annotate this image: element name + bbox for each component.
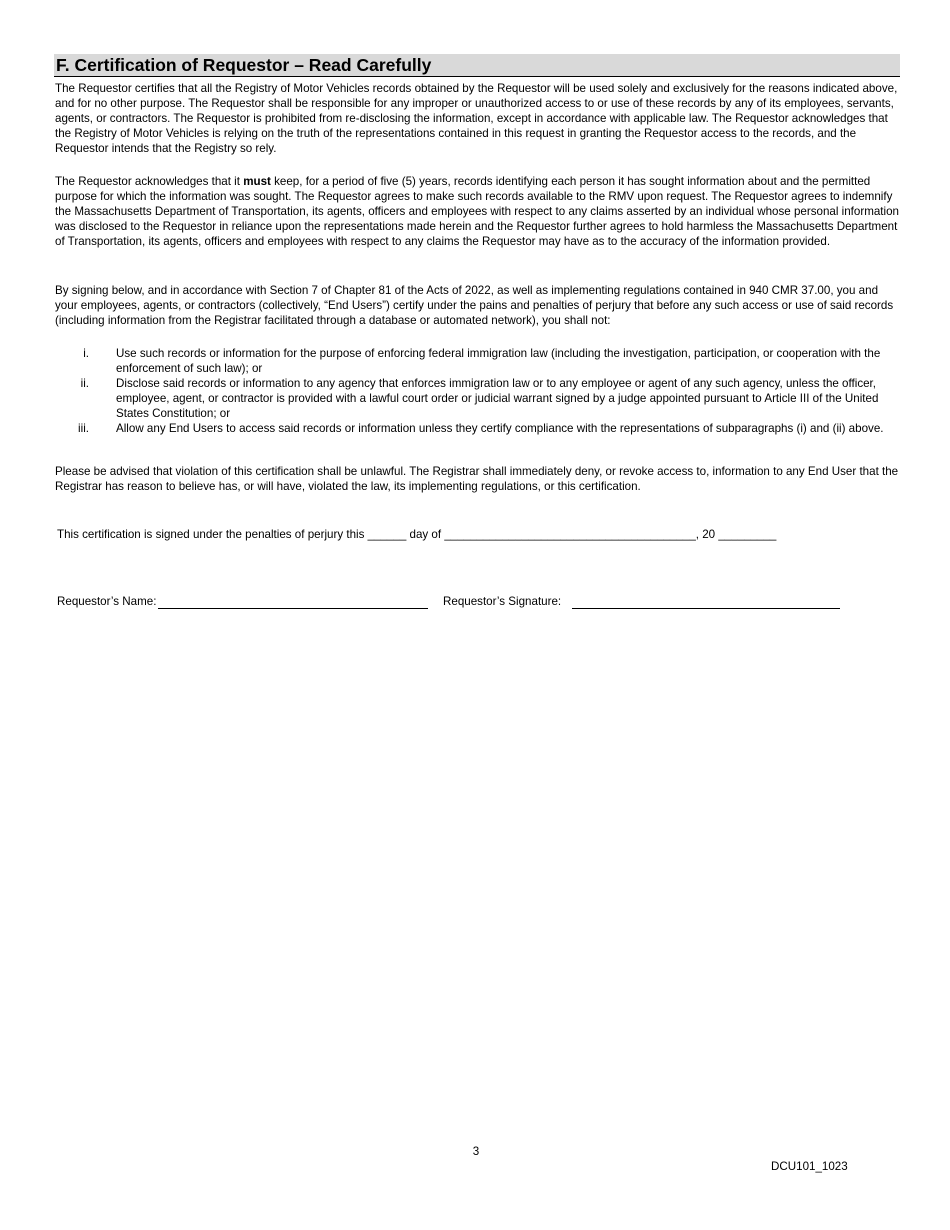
record-keeping-text-start: The Requestor acknowledges that it (55, 175, 244, 188)
record-keeping-paragraph (55, 174, 901, 249)
requestor-name-field[interactable] (158, 608, 428, 609)
list-marker: iii. (78, 422, 89, 435)
immigration-paragraph: By signing below, and in accordance with Section 7 of Chapter 81 of the Acts of 2022, as well as implementing regulations contained in 940 CMR 37.00, you and your employees, agents, or contractors (collectively, “End Users”) certify under the pains and penalties of perjury that before any such access or use of said records (including information from the Registrar facilitated through a database or automated network), you shall not: (55, 284, 894, 327)
list-item (55, 421, 901, 436)
list-item (55, 376, 901, 421)
requestor-signature-field[interactable] (572, 608, 840, 609)
certification-paragraph: The Requestor certifies that all the Registry of Motor Vehicles records obtained by the Requestor will be used solely and exclusively for the reasons indicated above, and for no other purpose. The Requestor shall be responsible for any improper or unauthorized access to or use of these records by any of its employees, servants, agents, or contractors. The Requestor is prohibited from re-disclosing the information, except in accordance with applicable law. The Requestor acknowledges that the Registry of Motor Vehicles is relying on the truth of the representations contained in this request in granting the Requestor access to the records, and the Requestor intends that the Registry so rely. (55, 82, 898, 155)
list-item-text: Disclose said records or information to any agency that enforces immigration law or to any employee or agent of any such agency, unless the officer, employee, agent, or contractor is provided with a lawful court order or judicial warrant signed by a judge appointed pursuant to Article III of the United States Constitution; or (116, 377, 879, 420)
list-marker: i. (83, 347, 89, 360)
restrictions-list (55, 346, 901, 436)
list-item-text: Use such records or information for the purpose of enforcing federal immigration law (including the investigation, participation, or cooperation with the enforcement of such law); or (116, 347, 881, 375)
list-item (55, 346, 901, 376)
record-keeping-text-end: keep, for a period of five (5) years, records identifying each person it has sought information about and the permitted purpose for which the information was sought. The Requestor agrees to make such records available to the RMV upon request. The Requestor agrees to indemnify the Massachusetts Department of Transportation, its agents, officers and employees with respect to any claims asserted by an individual whose personal information was disclosed to the Requestor in reliance upon the representations made herein and the Requestor further agrees to hold harmless the Massachusetts Department of Transportation, its agents, officers and employees with respect to any claims the Requestor may have as to the accuracy of the information provided. (55, 175, 899, 248)
form-code: DCU101_1023 (771, 1160, 848, 1173)
list-marker: ii. (80, 377, 89, 390)
violation-paragraph: Please be advised that violation of this certification shall be unlawful. The Registrar shall immediately deny, or revoke access to, information to any End User that the Registrar has reason to believe has, or will have, violated the law, its implementing regulations, or this certification. (55, 465, 899, 493)
list-item-text: Allow any End Users to access said records or information unless they certify compliance with the representations of subparagraphs (i) and (ii) above. (116, 422, 884, 435)
requestor-name-label: Requestor’s Name: (57, 595, 157, 608)
section-header (54, 54, 900, 77)
requestor-signature-label: Requestor’s Signature: (443, 595, 562, 608)
page-number: 3 (472, 1145, 480, 1158)
must-emphasis: must (243, 175, 271, 188)
section-title: F. Certification of Requestor – Read Carefully (56, 55, 432, 75)
certification-date-line[interactable]: This certification is signed under the penalties of perjury this ______ day of _______________________________________, 20 _________ (57, 528, 777, 541)
